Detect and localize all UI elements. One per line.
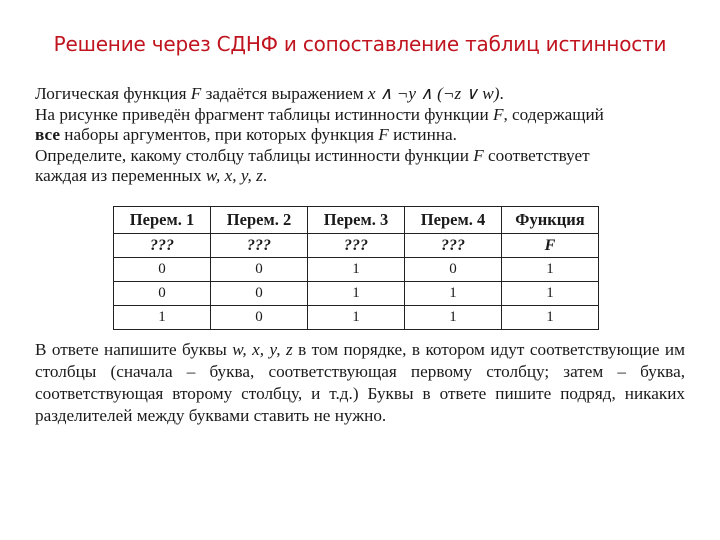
function-name: F [378, 125, 389, 145]
task-statement [35, 84, 685, 187]
header-var-2: Перем. 2 [211, 207, 308, 234]
answer-instructions [35, 339, 685, 427]
table-cell: 0 [114, 282, 211, 306]
table-cell: 0 [211, 258, 308, 282]
text-fragment: . [262, 166, 268, 186]
unknown-cell: ??? [211, 234, 308, 258]
table-header-row [114, 207, 599, 234]
header-var-1: Перем. 1 [114, 207, 211, 234]
table-cell: 1 [114, 306, 211, 330]
table-cell: 1 [308, 258, 405, 282]
text-fragment: Определите, какому столбцу таблицы истинности функции [35, 145, 474, 165]
unknown-cell: ??? [308, 234, 405, 258]
table-cell: 0 [211, 306, 308, 330]
task-line-1 [35, 84, 685, 105]
function-name: F [473, 145, 484, 165]
header-var-3: Перем. 3 [308, 207, 405, 234]
text-fragment: задаётся выражением [201, 84, 368, 103]
logic-expression: x ∧ ¬y ∧ (¬z ∨ w) [367, 84, 500, 103]
variable-list: w, x, y, z [205, 166, 263, 186]
table-cell: 1 [308, 282, 405, 306]
text-fragment: . [499, 84, 504, 103]
table-cell: 1 [308, 306, 405, 330]
function-name: F [492, 104, 504, 124]
table-cell: 1 [405, 282, 502, 306]
table-row [114, 306, 599, 330]
truth-table [113, 206, 599, 330]
text-fragment: На рисунке приведён фрагмент таблицы истинности функции [35, 104, 493, 124]
table-row [114, 282, 599, 306]
table-cell: 0 [405, 258, 502, 282]
text-fragment: наборы аргументов, при которых функция [59, 125, 379, 145]
function-name: F [190, 84, 202, 103]
unknown-cell: ??? [405, 234, 502, 258]
header-var-4: Перем. 4 [405, 207, 502, 234]
text-fragment: соответствует [483, 145, 590, 165]
variable-list: w, x, y, z [232, 340, 293, 359]
table-cell: 1 [405, 306, 502, 330]
table-cell: 1 [502, 306, 599, 330]
table-cell: 1 [502, 258, 599, 282]
text-fragment: , содержащий [503, 104, 604, 124]
task-line-5 [35, 166, 685, 187]
table-cell: 0 [211, 282, 308, 306]
emphasis-all: все [35, 125, 60, 145]
task-line-2 [35, 105, 685, 126]
table-cell: 1 [502, 282, 599, 306]
text-fragment: каждая из переменных [35, 166, 206, 186]
slide-title: Решение через СДНФ и сопоставление таблиц истинности [53, 32, 667, 56]
table-row [114, 258, 599, 282]
task-line-4 [35, 146, 685, 167]
text-fragment: В ответе напишите буквы [35, 340, 233, 359]
table-cell: 0 [114, 258, 211, 282]
header-function: Функция [502, 207, 599, 234]
text-fragment: истинна. [388, 125, 457, 145]
text-fragment: Логическая функция [35, 84, 191, 103]
text-fragment: в том порядке, в котором идут соответствующие им столбцы (сначала – буква, соответствующая первому столбцу; затем – буква, соответствующая второму столбцу, и т.д.) Буквы в ответе пишите подряд, никаких разделителей между буквами ставить не нужно. [35, 340, 686, 425]
task-line-3 [35, 125, 685, 146]
unknown-row [114, 234, 599, 258]
function-label-cell: F [502, 234, 599, 258]
unknown-cell: ??? [114, 234, 211, 258]
